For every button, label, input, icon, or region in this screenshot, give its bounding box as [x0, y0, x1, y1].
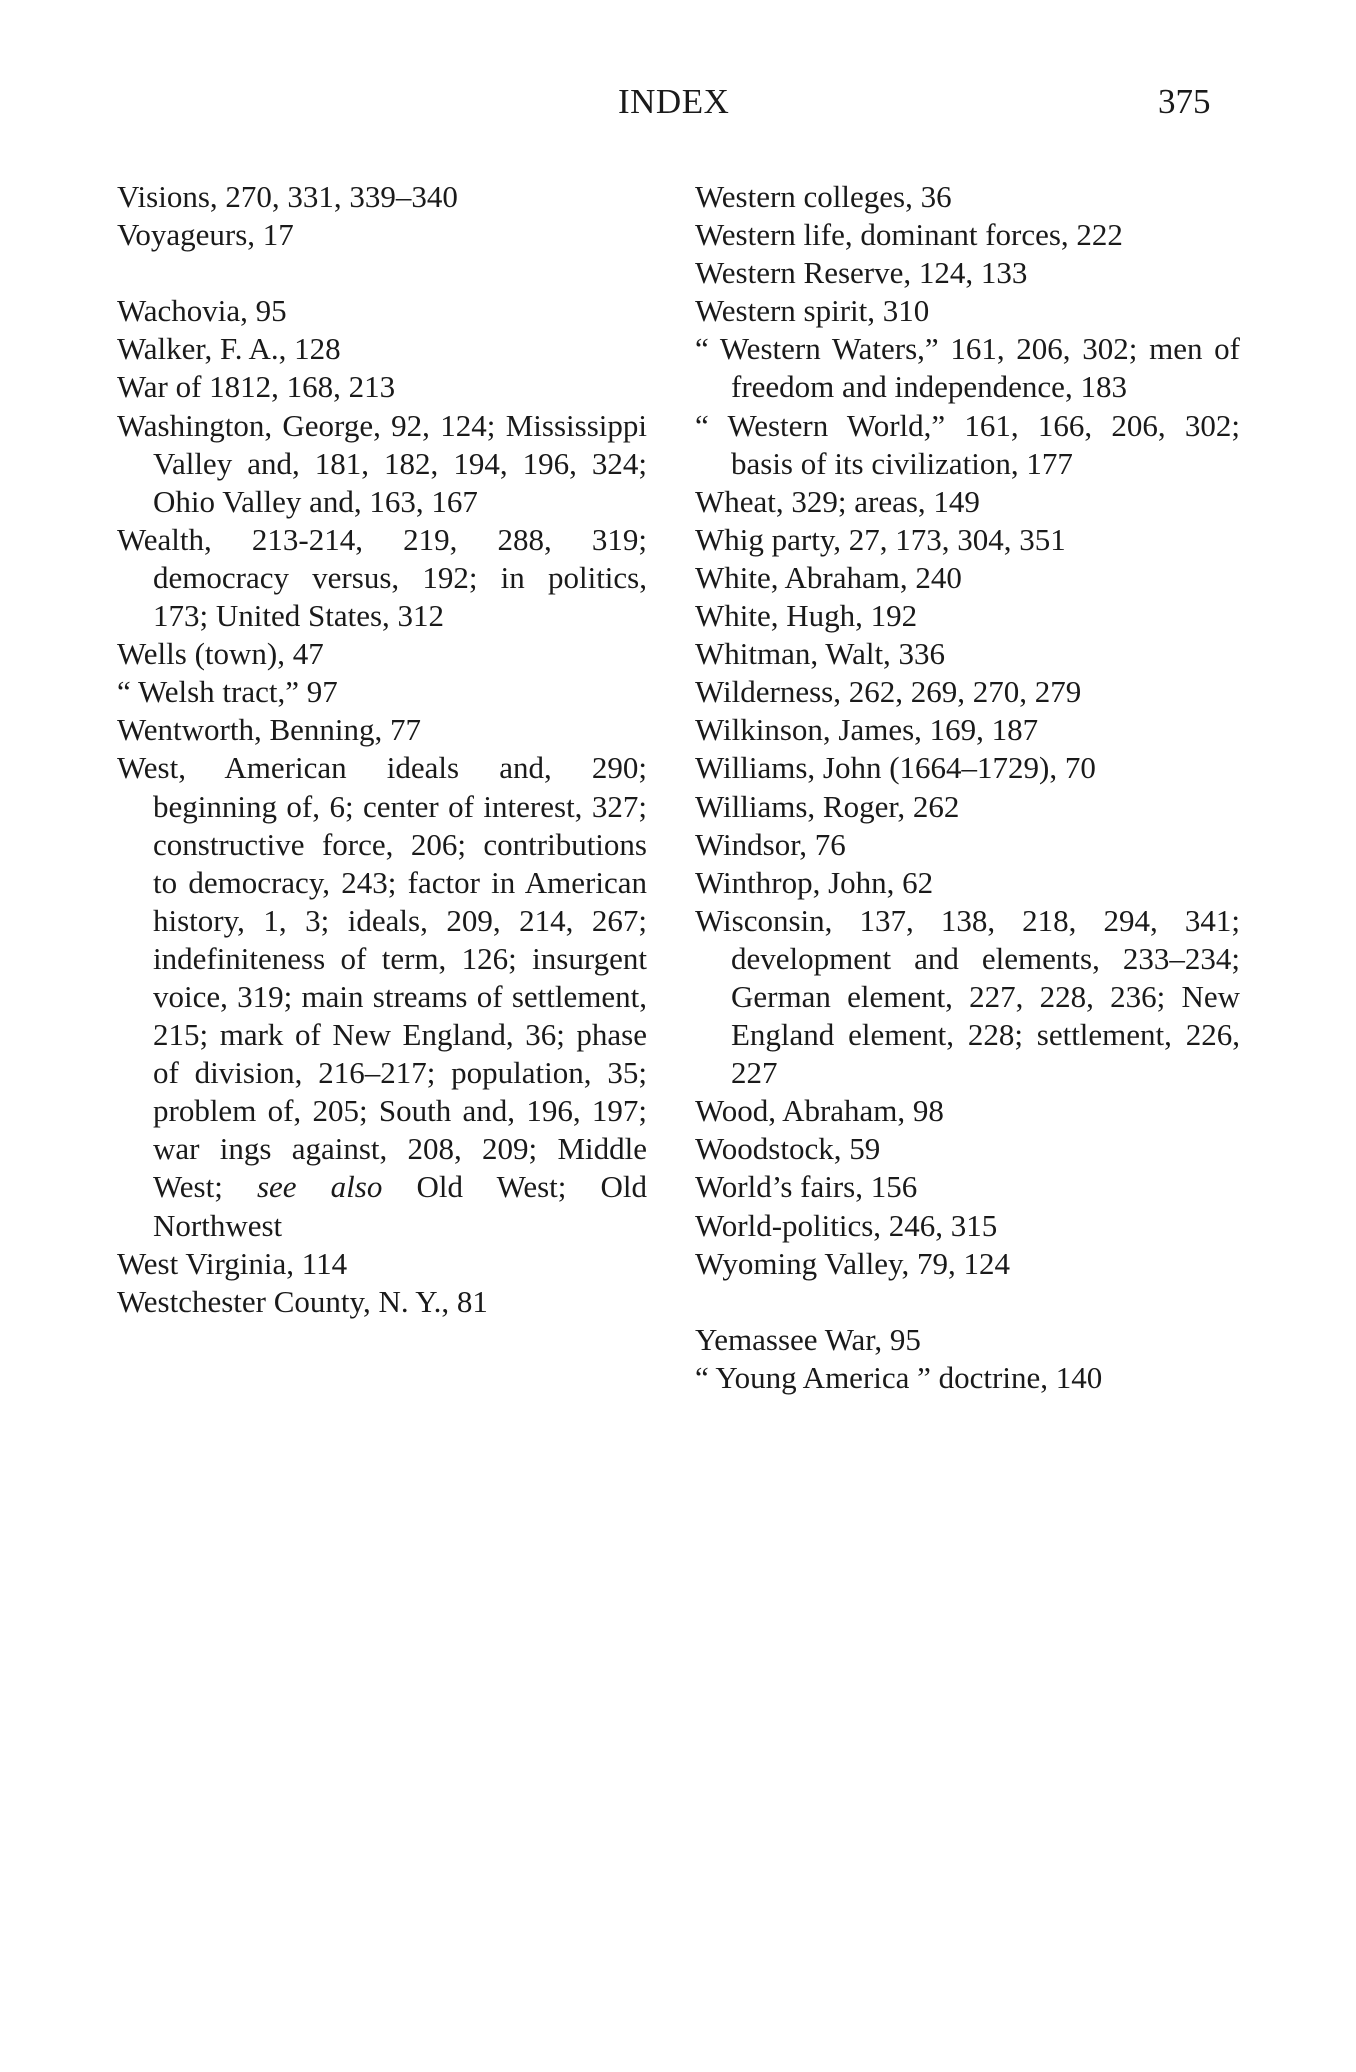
index-entry: Western Reserve, 124, 133	[695, 255, 1028, 291]
index-entry: Williams, John (1664–1729), 70	[695, 750, 1096, 786]
index-entry: Wells (town), 47	[117, 636, 324, 672]
see-also-reference: see also	[256, 1169, 383, 1205]
index-entry-west-text: West, American ideals and, 290; beginning of, 6; center of interest, 327; constructive force, 206; contributions to democracy, 243; factor in American history, 1, 3; ideals, 209, 214, 267; indefiniteness of term, 126; insurgent voice, 319; main streams of settlement, 215; mark of New England, 36; phase of division, 216–217; population, 35; problem of, 205; South and, 196, 197; war ings against, 208, 209; Middle West;	[117, 750, 647, 1205]
index-entry: Wentworth, Benning, 77	[117, 712, 422, 748]
index-entry: White, Hugh, 192	[695, 598, 918, 634]
index-entry: Wilderness, 262, 269, 270, 279	[695, 674, 1082, 710]
index-entry: Walker, F. A., 128	[117, 331, 341, 367]
index-entry: Wisconsin, 137, 138, 218, 294, 341; development and elements, 233–234; German element, 227, 228, 236; New England element, 228; settlement, 226, 227	[695, 902, 1240, 1091]
index-entry: “ Young America ” doctrine, 140	[695, 1359, 1103, 1395]
index-entry: Whitman, Walt, 336	[695, 636, 946, 672]
index-entry: Wealth, 213-214, 219, 288, 319; democracy versus, 192; in politics, 173; United States, 312	[117, 521, 647, 634]
index-entry: Yemassee War, 95	[695, 1321, 921, 1357]
index-entry: Westchester County, N. Y., 81	[117, 1283, 488, 1319]
index-entry: Wilkinson, James, 169, 187	[695, 712, 1039, 748]
index-entry: Winthrop, John, 62	[695, 864, 934, 900]
index-entry: Visions, 270, 331, 339–340	[117, 179, 458, 214]
index-entry: Williams, Roger, 262	[695, 788, 960, 824]
index-entry: Windsor, 76	[695, 826, 846, 862]
index-column-right	[695, 178, 1240, 1397]
page-header	[0, 82, 1356, 132]
running-title: INDEX	[618, 82, 730, 121]
index-entry: World’s fairs, 156	[695, 1169, 918, 1205]
index-entry: Voyageurs, 17	[117, 217, 294, 253]
index-entry: West Virginia, 114	[117, 1245, 348, 1281]
index-entry: “ Welsh tract,” 97	[117, 674, 338, 710]
index-entry: Wheat, 329; areas, 149	[695, 483, 980, 519]
index-entry: War of 1812, 168, 213	[117, 369, 396, 405]
letter-group-divider	[695, 1283, 1240, 1321]
index-entry: Wyoming Valley, 79, 124	[695, 1245, 1010, 1281]
index-entry: Western spirit, 310	[695, 293, 930, 329]
index-entry: Whig party, 27, 173, 304, 351	[695, 521, 1066, 557]
index-entry: Western life, dominant forces, 222	[695, 217, 1123, 253]
index-entry: Wachovia, 95	[117, 293, 287, 329]
index-entry: Woodstock, 59	[695, 1131, 881, 1167]
letter-group-divider	[117, 254, 647, 292]
page-number: 375	[1158, 82, 1211, 121]
index-entry: “ Western World,” 161, 166, 206, 302; basis of its civilization, 177	[695, 407, 1240, 481]
index-entry: Washington, George, 92, 124; Mississippi Valley and, 181, 182, 194, 196, 324; Ohio Valley and, 163, 167	[117, 407, 647, 519]
index-entry-west	[117, 749, 647, 1244]
index-entry: Western colleges, 36	[695, 179, 952, 214]
index-entry: World-politics, 246, 315	[695, 1207, 998, 1243]
index-entry: “ Western Waters,” 161, 206, 302; men of freedom and independence, 183	[695, 331, 1240, 405]
index-entry-west-crossref: Old West; Old Northwest	[153, 1169, 648, 1243]
index-entry: White, Abraham, 240	[695, 559, 962, 595]
index-column-left	[117, 178, 647, 1321]
index-entry: Wood, Abraham, 98	[695, 1093, 944, 1129]
